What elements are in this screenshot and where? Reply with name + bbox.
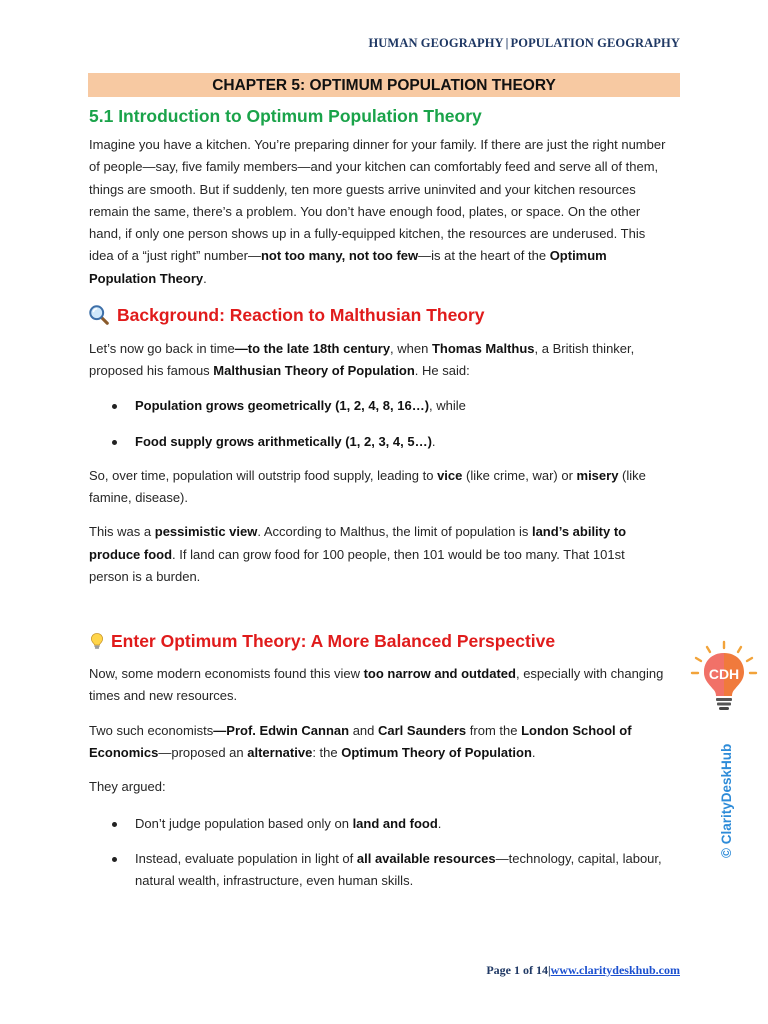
intro-paragraph: Imagine you have a kitchen. You’re preparing dinner for your family. If there are just the right number of people—say, five family members—and your kitchen can comfortably feed and serve all of them, things are smooth. But if suddenly, ten more guests arrive uninvited and your kitchen resources remain the same, there’s a problem. You don’t have enough food, plates, or space. On the other hand, if only one person shows up in a fully-equipped kitchen, the resources are underused. This idea of a “just right” number—not too many, not too few—is at the heart of the Optimum Population Theory.	[89, 137, 666, 286]
list-item: Food supply grows arithmetically (1, 2, 3, 4, 5…).	[89, 431, 667, 453]
section-title-introduction: 5.1 Introduction to Optimum Population Theory	[89, 106, 482, 126]
section-title-background: Background: Reaction to Malthusian Theory	[89, 302, 667, 328]
background-paragraph-3: This was a pessimistic view. According to Malthus, the limit of population is land’s ability to produce food. If land can grow food for 100 people, then 101 would be too many. That 101st person is a burden.	[89, 524, 627, 584]
section-title-optimum: Enter Optimum Theory: A More Balanced Perspective	[89, 628, 667, 654]
website-link[interactable]: www.claritydeskhub.com	[550, 963, 680, 977]
lightbulb-logo-icon	[690, 640, 758, 714]
footer-page-total: 14	[536, 963, 548, 977]
bullet-dot	[112, 404, 117, 409]
footer-page-label: Page	[486, 963, 511, 977]
header-separator: |	[505, 36, 509, 50]
lightbulb-icon	[88, 630, 106, 652]
chapter-title: CHAPTER 5: OPTIMUM POPULATION THEORY	[88, 73, 680, 97]
footer-separator: |	[548, 963, 551, 977]
footer-page-number: 1	[514, 963, 520, 977]
optimum-paragraph-1: Now, some modern economists found this view too narrow and outdated, especially with changing times and new resources.	[89, 666, 664, 704]
list-item: Population grows geometrically (1, 2, 4, 8, 16…), while	[89, 395, 667, 417]
bullet-dot	[112, 822, 117, 827]
list-item: Instead, evaluate population in light of all available resources—technology, capital, labour, natural wealth, infrastructure, even human skills.	[89, 848, 667, 892]
list-item: Don’t judge population based only on land and food.	[89, 813, 667, 835]
page-footer	[486, 963, 680, 978]
header-subject: HUMAN GEOGRAPHY	[368, 36, 504, 50]
magnifier-icon	[88, 304, 110, 326]
background-paragraph-2: So, over time, population will outstrip food supply, leading to vice (like crime, war) or misery (like famine, disease).	[89, 467, 646, 505]
optimum-paragraph-3: They argued:	[89, 779, 166, 795]
header-topic: POPULATION GEOGRAPHY	[510, 36, 680, 50]
optimum-bullet-list	[89, 813, 667, 892]
logo-text: CDH	[708, 666, 740, 682]
optimum-paragraph-2: Two such economists—Prof. Edwin Cannan and Carl Saunders from the London School of Economics—proposed an alternative: the Optimum Theory of Population.	[89, 722, 632, 761]
page-content	[89, 103, 667, 892]
background-paragraph-1: Let’s now go back in time—to the late 18th century, when Thomas Malthus, a British thinker, proposed his famous Malthusian Theory of Population. He said:	[89, 341, 635, 379]
running-header	[368, 36, 680, 51]
bullet-dot	[112, 857, 117, 862]
malthus-bullet-list	[89, 395, 667, 453]
bullet-dot	[112, 440, 117, 445]
side-brand-watermark: © ClarityDeskHub	[719, 743, 734, 858]
footer-of-label: of	[523, 963, 533, 977]
